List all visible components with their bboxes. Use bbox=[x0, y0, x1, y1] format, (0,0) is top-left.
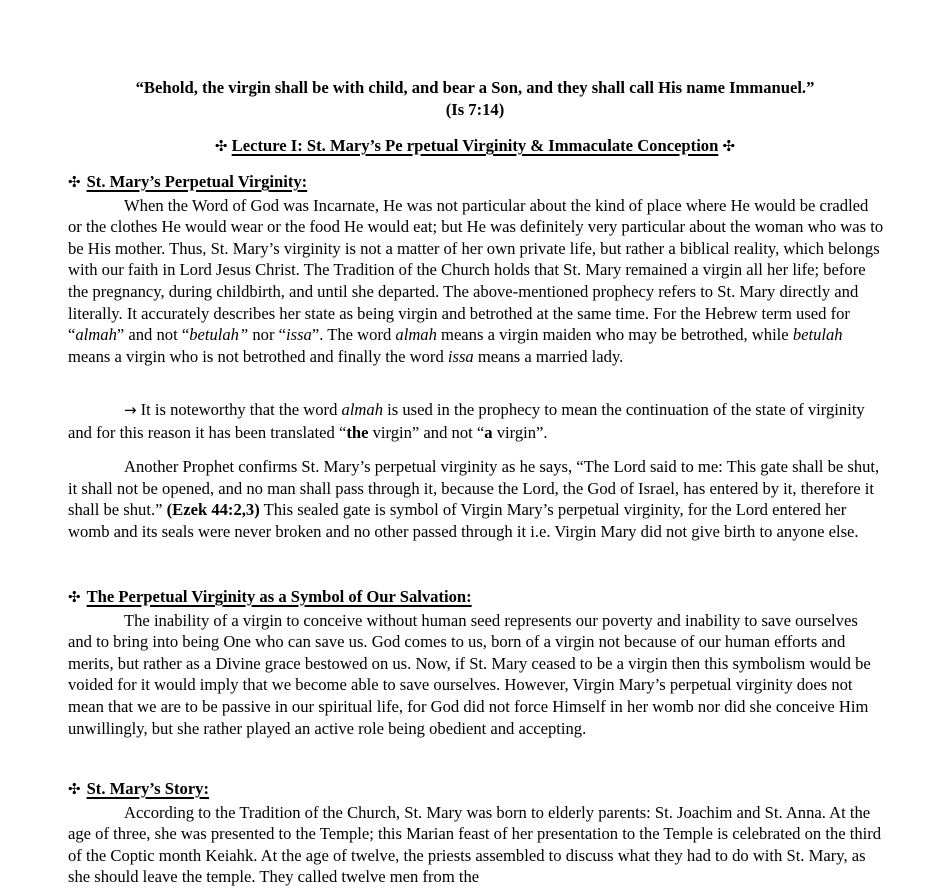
note-paragraph bbox=[68, 399, 884, 443]
lecture-title-text: Lecture I: St. Mary’s Pe rpetual Virginity & Immaculate Conception bbox=[231, 136, 719, 155]
paragraph: The inability of a virgin to conceive without human seed represents our poverty and inability to save ourselves and to bring into being One who can save us. God comes to us, born of a virgin not because of our human efforts and merits, but rather as a Divine grace bestowed on us. Now, if St. Mary ceased to be a virgin then this symbolism would be voided for it would imply that we become able to save ourselves. However, Virgin Mary’s perpetual virginity does not mean that we are to be passive in our spiritual life, for God did not force Himself in her womb nor did she conceive Him unwillingly, but she rather played an active role being obedient and accepting. bbox=[68, 610, 871, 738]
section-marys-story bbox=[68, 778, 884, 888]
paragraph: When the Word of God was Incarnate, He was not particular about the kind of place where He would be cradled or the clothes He would wear or the food He would eat; but He was definitely very particular about the woman who was to be His mother. Thus, St. Mary’s virginity is not a matter of her own private life, but rather a biblical reality, which belongs with our faith in Lord Jesus Christ. The Tradition of the Church holds that St. Mary remained a virgin all her life; before the pregnancy, during childbirth, and until she departed. The above-mentioned prophecy refers to St. Mary directly and literally. It accurately describes her state as being virgin and betrothed at the same time. For the Hebrew term used for “almah” and not “betulah” nor “issa”. The word almah means a virgin maiden who may be betrothed, while betulah means a virgin who is not betrothed and finally the word issa means a married lady. bbox=[68, 195, 884, 366]
section-heading-text: St. Mary’s Story: bbox=[86, 779, 210, 798]
paragraph: Another Prophet confirms St. Mary’s perpetual virginity as he says, “The Lord said to me: This gate shall be shut, it shall not be opened, and no man shall pass through it, because the Lord, the God of Israel, has entered by it, therefore it shall be shut.” (Ezek 44:2,3) This sealed gate is symbol of Virgin Mary’s perpetual virginity, for the Lord entered her womb and its seals were never broken and no other passed through it i.e. Virgin Mary did not give birth to anyone else. bbox=[68, 457, 880, 541]
epigraph-quote: “Behold, the virgin shall be with child, and bear a Son, and they shall call His name Immanuel.” bbox=[135, 78, 815, 97]
prophet-paragraph bbox=[68, 456, 884, 542]
ornament-icon: ✣ bbox=[68, 782, 81, 798]
ornament-icon: ✣ bbox=[68, 175, 81, 191]
epigraph bbox=[0, 77, 950, 121]
section-perpetual-virginity bbox=[68, 171, 884, 367]
section-heading bbox=[68, 778, 884, 802]
paragraph: → It is noteworthy that the word almah is used in the prophecy to mean the continuation of the state of virginity and for this reason it has been translated “the virgin” and not “a virgin”. bbox=[68, 400, 865, 442]
section-heading-text: St. Mary’s Perpetual Virginity: bbox=[86, 172, 308, 191]
arrow-right-icon: → bbox=[124, 401, 137, 419]
ornament-icon: ✣ bbox=[68, 590, 81, 606]
epigraph-reference: (Is 7:14) bbox=[445, 100, 505, 119]
lecture-title bbox=[0, 135, 950, 158]
ornament-icon: ✣ bbox=[214, 139, 228, 155]
section-symbol-of-salvation bbox=[68, 586, 884, 739]
section-heading-text: The Perpetual Virginity as a Symbol of Our Salvation: bbox=[86, 587, 472, 606]
ornament-icon: ✣ bbox=[722, 139, 736, 155]
section-heading bbox=[68, 171, 884, 195]
paragraph: According to the Tradition of the Church, St. Mary was born to elderly parents: St. Joachim and St. Anna. At the age of three, she was presented to the Temple; this Marian feast of her presentation to the Temple is celebrated on the third of the Coptic month Keiahk. At the age of twelve, the priests assembled to discuss what they had to do with St. Mary, as she should leave the temple. They called twelve men from the bbox=[68, 802, 882, 887]
section-heading bbox=[68, 586, 884, 610]
